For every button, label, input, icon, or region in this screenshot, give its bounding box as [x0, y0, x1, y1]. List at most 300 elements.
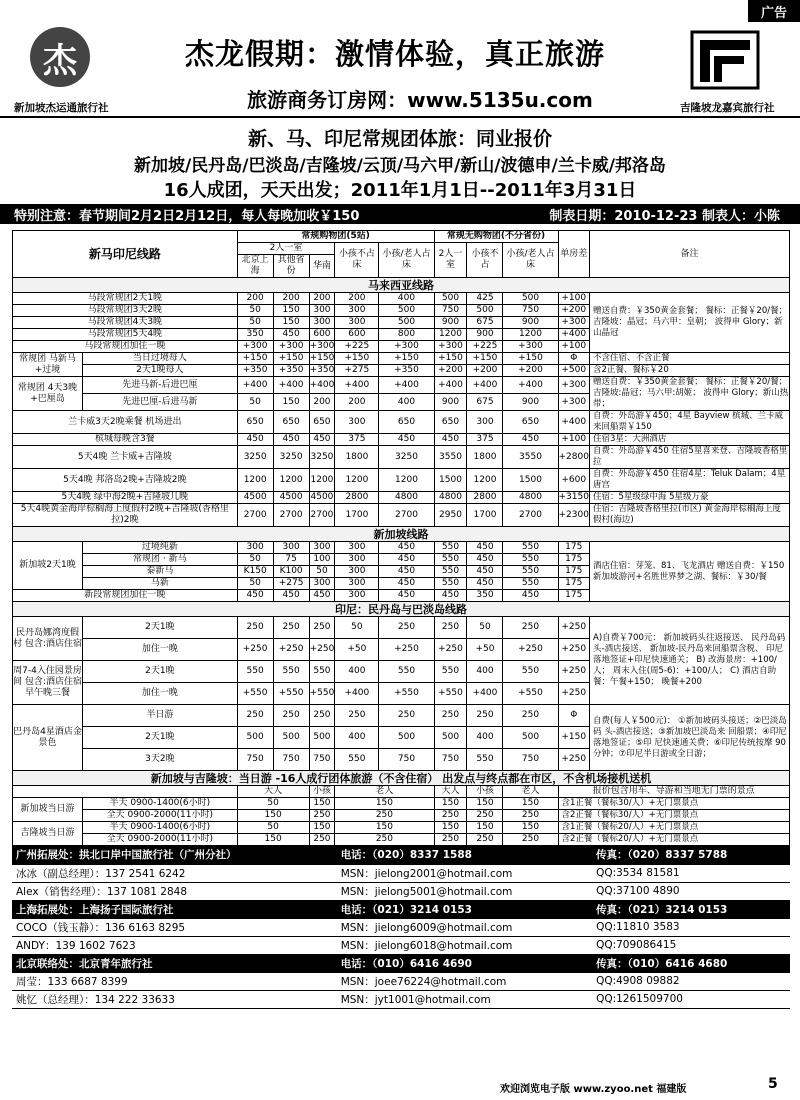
price-cell: 900 — [434, 317, 467, 329]
table-row — [13, 810, 790, 822]
price-cell: +150 — [503, 353, 558, 365]
price-cell: 675 — [467, 394, 503, 411]
route-note: 不含住宿、不含正餐 — [590, 353, 790, 365]
price-cell: 750 — [237, 749, 273, 771]
contact-row — [12, 972, 790, 990]
price-cell: +3150 — [558, 492, 589, 502]
price-cell: 1500 — [434, 469, 467, 492]
day-note: 含2正餐（餐标20/人）+无门票景点 — [558, 834, 790, 846]
route-note: 自费：外岛游￥450；4星 Bayview 槟城、兰卡威来回船票￥150 — [590, 411, 790, 434]
contact-name: 广州拓展处：拱北口岸中国旅行社（广州分社） — [12, 846, 337, 864]
footer-text: 欢迎浏览电子版 www.zyoo.net 福建版 — [500, 1084, 687, 1095]
notice-bar — [0, 204, 800, 224]
table-row — [13, 492, 790, 504]
price-cell: 1200 — [273, 469, 309, 492]
price-cell: +150 — [309, 353, 335, 363]
quote-heading: 新、马、印尼常规团体旅：同业报价 — [247, 128, 552, 150]
header-row — [13, 786, 790, 798]
price-cell: 250 — [467, 705, 503, 727]
price-cell: 150 — [309, 822, 335, 834]
price-cell: +250 — [558, 661, 590, 683]
contact-row — [12, 846, 790, 864]
price-cell: 500 — [379, 727, 434, 749]
price-cell: 150 — [434, 822, 467, 834]
price-cell: +600 — [558, 469, 590, 492]
price-cell: 425 — [467, 293, 503, 305]
price-cell: +225 — [335, 341, 379, 353]
price-cell: 300 — [335, 566, 379, 578]
contact-msn[interactable]: MSN：jielong6018@hotmail.com — [337, 936, 592, 954]
price-cell: +400 — [558, 411, 590, 434]
price-cell: 650 — [503, 411, 558, 434]
price-cell: 200 — [335, 293, 379, 305]
route-name: 马段常规团4天3晚 — [13, 317, 238, 329]
price-cell: 150 — [335, 798, 434, 810]
price-cell: 350 — [237, 329, 273, 341]
price-cell: +300 — [558, 394, 590, 411]
contact-msn[interactable]: 电话：（021）3214 0153 — [337, 900, 592, 918]
price-cell: 450 — [379, 578, 434, 590]
price-cell: 2700 — [379, 504, 434, 527]
price-cell: 150 — [273, 394, 309, 411]
price-cell: 2950 — [434, 504, 467, 527]
contact-row — [12, 900, 790, 918]
header-row — [13, 231, 790, 243]
price-cell: +250 — [503, 639, 558, 661]
table-row — [13, 705, 790, 727]
price-cell: +400 — [237, 377, 273, 394]
price-cell: 200 — [335, 394, 379, 411]
route-name: 马段常规团2天1晚 — [13, 293, 238, 305]
contact-msn[interactable]: 电话：（020）8337 1588 — [337, 846, 592, 864]
price-cell: 50 — [237, 554, 273, 566]
price-cell: 450 — [273, 329, 309, 341]
price-cell: 250 — [335, 705, 379, 727]
route-name: 过境纯新 — [83, 542, 238, 554]
route-name: 马新 — [83, 578, 238, 590]
contact-qq: QQ:37100 4890 — [592, 882, 790, 900]
route-name: 新段常规团加住一晚 — [13, 590, 238, 602]
route-name: 常规团 · 新马 — [83, 554, 238, 566]
price-cell: 2700 — [237, 504, 273, 527]
price-cell: 50 — [237, 305, 273, 317]
contact-qq: QQ:709086415 — [592, 936, 790, 954]
price-cell: 750 — [503, 749, 558, 771]
price-cell: 500 — [434, 727, 467, 749]
price-cell: +200 — [467, 365, 503, 377]
left-agency-name: 新加坡杰运通旅行社 — [14, 102, 109, 114]
price-cell: 550 — [503, 578, 558, 590]
price-cell: 650 — [273, 411, 309, 434]
contact-qq: 传真：（021）3214 0153 — [592, 900, 790, 918]
contact-qq: 传真：（010）6416 4680 — [592, 954, 790, 972]
contact-msn[interactable]: 电话：（010）6416 4690 — [337, 954, 592, 972]
price-cell: 500 — [467, 305, 503, 317]
price-cell: 50 — [237, 798, 309, 810]
price-cell: 250 — [467, 834, 503, 846]
price-cell: 4500 — [237, 492, 273, 504]
price-cell: +400 — [503, 377, 558, 394]
price-cell: +250 — [237, 639, 273, 661]
price-cell: +100 — [558, 434, 590, 446]
price-cell: 1200 — [434, 329, 467, 341]
group-label: 民丹岛娜湾度假村 包含:酒店住宿 — [13, 617, 83, 661]
price-cell: 500 — [379, 317, 434, 329]
price-cell: +275 — [335, 365, 379, 377]
price-cell: 450 — [237, 434, 273, 446]
price-cell: +300 — [503, 341, 558, 353]
child-bed-header: 小孩/老人占床 — [379, 243, 434, 278]
malaysia-section-title: 马来西亚线路 — [13, 278, 790, 293]
table-row — [13, 822, 790, 834]
route-name: 先进马新-后进巴厘 — [83, 377, 238, 394]
price-cell: 75 — [273, 554, 309, 566]
price-cell: +200 — [434, 365, 467, 377]
contact-qq: QQ:11810 3583 — [592, 918, 790, 936]
price-cell: +400 — [558, 329, 590, 341]
price-cell: +400 — [335, 377, 379, 394]
route-note: 住宿3星：大洲酒店 — [590, 434, 790, 446]
price-cell: 175 — [558, 590, 590, 602]
price-cell: +50 — [467, 639, 503, 661]
schedule-heading: 16人成团，天天出发；2011年1月1日--2011年3月31日 — [163, 180, 637, 201]
table-row — [13, 377, 790, 394]
price-cell: 150 — [273, 305, 309, 317]
price-cell: +300 — [309, 341, 335, 351]
price-cell: +300 — [558, 377, 590, 394]
price-cell: +200 — [558, 305, 590, 317]
route-note: 赠送自费：￥350黄金套餐； 餐标：正餐￥20/餐； 吉隆坡：晶冠；马六甲：皇朝； 波得申 Glory；新山晶冠 — [590, 293, 790, 353]
price-cell: 500 — [503, 727, 558, 749]
price-cell: 250 — [467, 810, 503, 822]
time-slot: 半天 0900-1400(6小时) — [83, 822, 238, 834]
price-cell: 2700 — [273, 504, 309, 527]
price-cell: 550 — [503, 554, 558, 566]
table-row — [13, 293, 790, 305]
price-cell: 550 — [434, 554, 467, 566]
contact-msn[interactable]: MSN：jielong6009@hotmail.com — [337, 918, 592, 936]
day-col-header: 大人 — [237, 786, 309, 798]
route-note: A)自费￥700元： 新加坡码头往返接送、 民丹岛码头-酒店接送、 新加坡-民丹岛来回船票含税、 印尼落地签证+印尼快速通关； B) 改海景房：+100/人； 周末入住(周5-6)：+100/人； C) 酒店自助餐：午餐+150； 晚餐+200 — [590, 617, 790, 705]
group-label: 巴丹岛4星酒店金景色 — [13, 705, 83, 771]
price-cell: Φ — [558, 705, 590, 727]
price-cell: 50 — [237, 394, 273, 411]
price-cell: 550 — [503, 661, 558, 683]
price-cell: K100 — [273, 566, 309, 578]
route-name: 2天1晚 — [83, 727, 238, 749]
price-cell: 550 — [379, 661, 434, 683]
price-cell: 300 — [335, 590, 379, 602]
price-cell: +300 — [237, 341, 273, 353]
contact-name: COCO（钱玉静）：136 6163 8295 — [12, 918, 337, 936]
price-cell: 550 — [309, 661, 335, 683]
price-cell: 300 — [335, 554, 379, 566]
price-cell: 550 — [434, 566, 467, 578]
ad-tag: 广告 — [748, 0, 800, 22]
price-cell: 300 — [309, 578, 335, 590]
price-cell: 250 — [434, 617, 467, 639]
indonesia-section — [13, 602, 790, 617]
price-cell: 750 — [309, 749, 335, 771]
price-cell: +100 — [558, 293, 590, 305]
price-cell: +50 — [335, 639, 379, 661]
price-cell: 175 — [558, 542, 590, 554]
price-cell: 450 — [434, 590, 467, 602]
price-cell: 750 — [434, 749, 467, 771]
singapore-section — [13, 527, 790, 542]
group-label: 周7-4入住园景房间 包含:酒店住宿早午晚三餐 — [13, 661, 83, 705]
price-cell: +300 — [434, 341, 467, 353]
day-col-header: 老人 — [503, 786, 558, 798]
price-cell: 400 — [379, 293, 434, 305]
city-label: 吉隆坡当日游 — [13, 822, 83, 846]
price-cell: 200 — [237, 293, 273, 305]
day-col-header: 老人 — [335, 786, 434, 798]
route-name: 5天4晚 绿中海2晚+吉隆坡几晚 — [13, 492, 238, 504]
price-cell: +250 — [273, 639, 309, 661]
contact-row — [12, 882, 790, 900]
table-row — [13, 411, 790, 434]
price-cell: 1200 — [335, 469, 379, 492]
table-row — [13, 446, 790, 469]
price-cell: 750 — [379, 749, 434, 771]
table-row — [13, 542, 790, 554]
price-cell: 500 — [379, 305, 434, 317]
price-cell: 550 — [467, 749, 503, 771]
price-cell: 250 — [309, 834, 335, 846]
price-cell: 400 — [467, 661, 503, 683]
price-cell: 150 — [503, 822, 558, 834]
child-bed-header: 小孩/老人占床 — [503, 243, 558, 278]
price-cell: 50 — [309, 566, 335, 578]
route-name: 5天4晚黄金海岸棕榈海上度假村2晚+吉隆坡(香格里拉)2晚 — [13, 504, 238, 527]
other-province-header: 其他省份 — [273, 255, 309, 278]
price-cell: 1200 — [467, 469, 503, 492]
price-cell: 2800 — [467, 492, 503, 504]
price-cell: 250 — [379, 617, 434, 639]
route-header: 新马印尼线路 — [13, 231, 238, 278]
contact-row — [12, 954, 790, 972]
price-cell: 450 — [503, 590, 558, 602]
price-cell: +250 — [558, 617, 590, 639]
city-label: 新加坡当日游 — [13, 798, 83, 822]
price-table — [12, 230, 790, 846]
price-cell: 450 — [503, 434, 558, 446]
price-cell: 3250 — [273, 446, 309, 469]
price-cell: 550 — [503, 542, 558, 554]
contact-row — [12, 936, 790, 954]
price-cell: 250 — [379, 705, 434, 727]
price-cell: 400 — [379, 394, 434, 411]
time-slot: 全天 0900-2000(11小时) — [83, 810, 238, 822]
price-cell: 150 — [309, 798, 335, 810]
route-name: 半日游 — [83, 705, 238, 727]
indonesia-section-title: 印尼：民丹岛与巴淡岛线路 — [13, 602, 790, 617]
route-note: 住宿：5星级绿中海 5星级万豪 — [590, 492, 790, 504]
price-cell: 450 — [467, 566, 503, 578]
price-cell: 450 — [467, 554, 503, 566]
price-cell: 550 — [335, 749, 379, 771]
price-cell: 200 — [273, 293, 309, 305]
table-row — [13, 434, 790, 446]
price-cell: 450 — [237, 590, 273, 602]
price-cell: 750 — [273, 749, 309, 771]
price-cell: 2700 — [503, 504, 558, 527]
destinations-heading: 新加坡/民丹岛/巴淡岛/吉隆坡/云顶/马六甲/新山/波德申/兰卡威/邦洛岛 — [134, 156, 666, 176]
price-cell: 450 — [379, 542, 434, 554]
price-cell: 750 — [434, 305, 467, 317]
price-cell: 4800 — [379, 492, 434, 504]
table-row — [13, 617, 790, 639]
price-cell: 250 — [434, 834, 467, 846]
price-cell: 1200 — [379, 469, 434, 492]
price-cell: +100 — [558, 341, 590, 353]
contact-name: 周莹：133 6687 8399 — [12, 972, 337, 990]
price-cell: 1200 — [309, 469, 335, 492]
price-cell: 450 — [379, 590, 434, 602]
contact-row — [12, 990, 790, 1008]
price-cell: 250 — [434, 810, 467, 822]
price-cell: 1200 — [503, 329, 558, 341]
price-cell: 250 — [309, 617, 335, 639]
price-cell: +400 — [309, 377, 335, 394]
contact-qq: QQ:1261509700 — [592, 990, 790, 1008]
price-cell: Φ — [558, 353, 590, 365]
price-cell: 500 — [434, 293, 467, 305]
contact-msn[interactable]: MSN：jielong5001@hotmail.com — [337, 882, 592, 900]
price-cell: 550 — [237, 661, 273, 683]
price-cell: +350 — [273, 365, 309, 377]
booking-website[interactable]: 旅游商务订房网：www.5135u.com — [247, 88, 593, 112]
price-cell: 300 — [309, 542, 335, 554]
south-china-header: 华南 — [309, 255, 335, 278]
price-cell: +250 — [558, 749, 590, 771]
price-cell: +250 — [309, 639, 335, 661]
price-cell: 450 — [379, 434, 434, 446]
contact-name: 上海拓展处：上海扬子国际旅行社 — [12, 900, 337, 918]
price-cell: 200 — [309, 293, 335, 305]
price-cell: 150 — [467, 822, 503, 834]
price-cell: 550 — [503, 566, 558, 578]
price-cell: +500 — [558, 365, 590, 377]
price-cell: 200 — [309, 394, 335, 411]
group-label: 新加坡2天1晚 — [13, 542, 83, 590]
price-cell: 1800 — [335, 446, 379, 469]
route-name: 先进巴厘-后进马新 — [83, 394, 238, 411]
price-cell: +550 — [273, 683, 309, 705]
route-note: 酒店住宿：芽笼、81、飞龙酒店 赠送自费：￥150 新加坡游河+名胜世界梦之湖、餐标：￥30/餐 — [590, 542, 790, 602]
price-cell: 150 — [467, 798, 503, 810]
price-cell: +550 — [434, 683, 467, 705]
price-cell: +2800 — [558, 446, 590, 469]
price-cell: 375 — [467, 434, 503, 446]
price-cell: 250 — [273, 705, 309, 727]
price-cell: 250 — [273, 617, 309, 639]
price-cell: 250 — [335, 810, 434, 822]
price-cell: 450 — [434, 434, 467, 446]
price-cell: 900 — [467, 329, 503, 341]
time-slot: 全天 0900-2000(11小时) — [83, 834, 238, 846]
route-name: 5天4晚 兰卡威+吉隆坡 — [13, 446, 238, 469]
price-cell: 1700 — [467, 504, 503, 527]
price-cell: 650 — [309, 411, 335, 434]
notice-text: 特别注意：春节期间2月2日2月12日，每人每晚加收￥150 — [14, 208, 360, 224]
no-shopping-group-header: 常规无购物团(不分省份) — [434, 231, 558, 243]
route-name: 3天2晚 — [83, 749, 238, 771]
price-cell: 250 — [503, 810, 558, 822]
price-cell: +300 — [273, 341, 309, 353]
right-agency-name: 吉隆坡龙嘉宾旅行社 — [680, 102, 775, 114]
price-cell: 3550 — [434, 446, 467, 469]
price-cell: 300 — [309, 317, 335, 329]
two-per-room-header: 2人一室 — [434, 243, 467, 278]
price-cell: 50 — [467, 617, 503, 639]
price-cell: 450 — [467, 542, 503, 554]
price-cell: 3250 — [379, 446, 434, 469]
price-cell: +400 — [335, 683, 379, 705]
price-cell: +275 — [273, 578, 309, 590]
page-title: 杰龙假期：激情体验，真正旅游 — [184, 37, 605, 71]
price-cell: +550 — [237, 683, 273, 705]
price-cell: +400 — [273, 377, 309, 394]
route-name: 马段常规团加住一晚 — [13, 341, 238, 353]
price-cell: 4500 — [273, 492, 309, 504]
day-note: 含1正餐（餐标20/人）+无门票景点 — [558, 822, 790, 834]
price-cell: +350 — [237, 365, 273, 377]
price-cell: 175 — [558, 578, 590, 590]
price-cell: +300 — [379, 341, 434, 353]
route-note: 住宿：吉隆坡香格里拉(市区) 黄金海岸棕榈海上度假村(海边) — [590, 504, 790, 527]
contact-name: 姚忆（总经理）：134 222 33633 — [12, 990, 337, 1008]
price-cell: +200 — [503, 365, 558, 377]
price-cell: 50 — [237, 822, 309, 834]
day-tour-title: 新加坡与吉隆坡：当日游 -16人成行团体旅游（不含住宿） 出发点与终点都在市区，不含机场接机送机 — [13, 771, 790, 786]
route-name: 当日过境每人 — [83, 353, 238, 365]
day-tour-heading — [13, 771, 790, 786]
price-cell: +550 — [309, 683, 335, 705]
price-cell: 250 — [503, 705, 558, 727]
price-cell: 400 — [467, 727, 503, 749]
price-cell: +250 — [434, 639, 467, 661]
table-row — [13, 353, 790, 365]
price-cell: 150 — [335, 822, 434, 834]
price-cell: 2700 — [309, 504, 335, 527]
contact-msn[interactable]: MSN：jielong2001@hotmail.com — [337, 864, 592, 882]
price-cell: 550 — [273, 661, 309, 683]
price-cell: 150 — [434, 798, 467, 810]
day-note: 含1正餐（餐标30/人）+无门票景点 — [558, 798, 790, 810]
contact-name: 冰冰（副总经理）：137 2541 6242 — [12, 864, 337, 882]
note-header: 备注 — [590, 231, 790, 278]
price-cell: +2300 — [558, 504, 590, 527]
route-name: 5天4晚 邦洛岛2晚+吉隆坡2晚 — [13, 469, 238, 492]
contact-qq: QQ:4908 09882 — [592, 972, 790, 990]
route-name: 马段常规团5天4晚 — [13, 329, 238, 341]
price-cell: 250 — [335, 834, 434, 846]
table-row — [13, 504, 790, 527]
table-row — [13, 365, 790, 377]
table-row — [13, 834, 790, 846]
contact-msn[interactable]: MSN：jyt1001@hotmail.com — [337, 990, 592, 1008]
price-cell: 250 — [503, 617, 558, 639]
route-name: 加住一晚 — [83, 639, 238, 661]
contact-msn[interactable]: MSN：joee76224@hotmail.com — [337, 972, 592, 990]
price-cell: 650 — [237, 411, 273, 434]
price-cell: 3550 — [503, 446, 558, 469]
table-row — [13, 469, 790, 492]
contact-table — [12, 846, 790, 1009]
agency-logo-icon: 杰 — [30, 27, 90, 87]
